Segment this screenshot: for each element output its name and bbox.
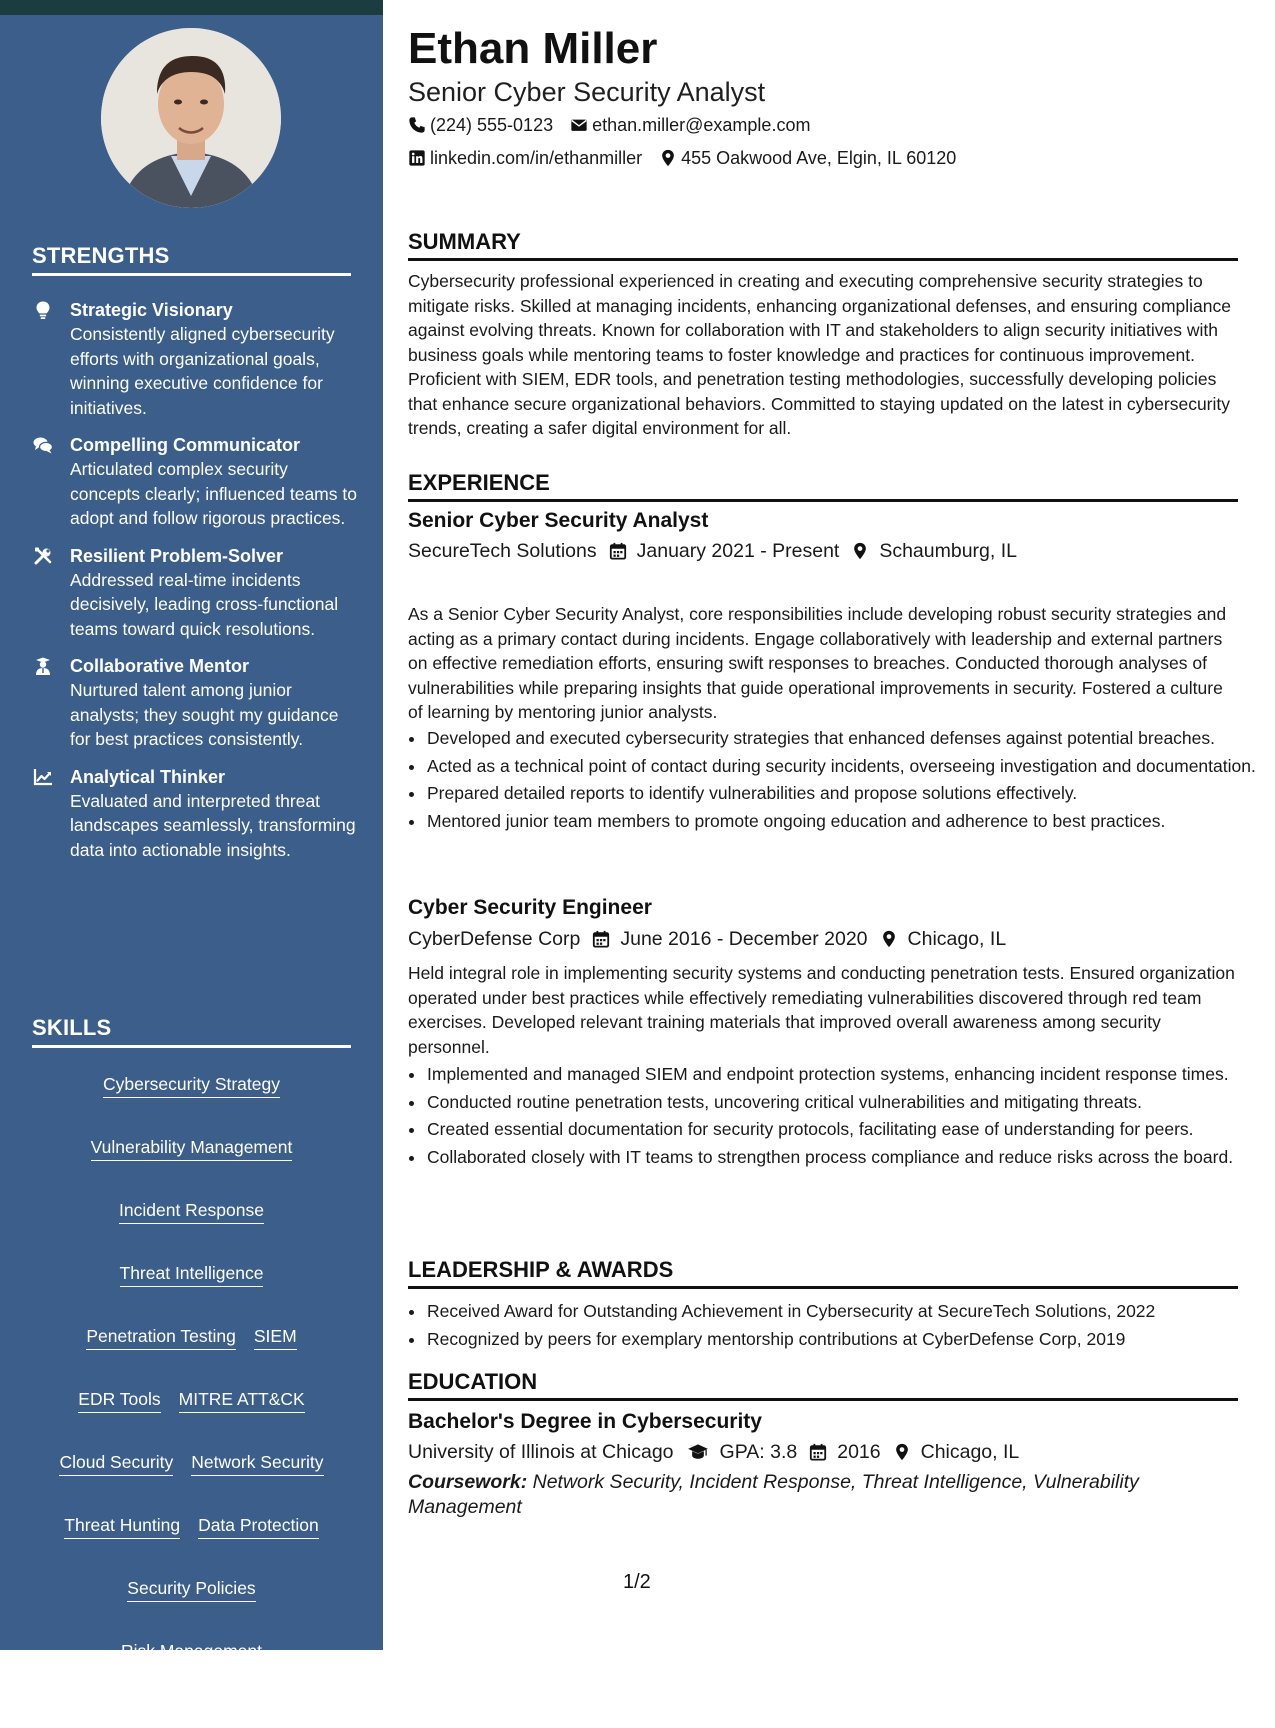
job-location: Chicago, IL [907,928,1007,950]
job-dates: June 2016 - December 2020 [620,928,868,950]
job-company: CyberDefense Corp [408,928,581,950]
skill-tag: Threat Hunting [64,1514,180,1539]
bullet-item: • Collaborated closely with IT teams to strengthen process compliance and reduce risks across the board. [426,1145,1256,1170]
job-meta [408,538,1017,564]
comments-icon [33,435,53,455]
education-heading: EDUCATION [408,1368,1238,1401]
linkedin-text: linkedin.com/in/ethanmiller [430,148,643,168]
sidebar [0,0,383,1724]
bullet-item: • Acted as a technical point of contact during security incidents, overseeing investigation and documentation. [426,754,1256,779]
skill-tag: Network Security [191,1451,323,1476]
job-company: SecureTech Solutions [408,540,597,562]
education-gpa: GPA: 3.8 [719,1441,798,1463]
strength-title: Collaborative Mentor [70,656,250,676]
map-marker-icon [880,930,898,948]
skills-heading: SKILLS [32,1015,351,1048]
skill-tag: SIEM [254,1325,297,1350]
strength-item [32,298,357,420]
address-text: 455 Oakwood Ave, Elgin, IL 60120 [681,148,957,168]
contact-linkedin[interactable] [408,146,642,170]
skill-tag: Cybersecurity Strategy [103,1073,280,1098]
strength-item [32,654,357,752]
contact-row [408,113,827,137]
contact-address [659,146,956,170]
linkedin-icon [408,149,426,167]
avatar [101,28,281,208]
tools-icon [33,546,53,566]
skill-tag: Threat Intelligence [120,1262,264,1287]
skills-cloud [32,1073,351,1728]
email-text: ethan.miller@example.com [592,115,811,135]
candidate-title: Senior Cyber Security Analyst [408,77,766,107]
bullet-item: • Created essential documentation for security protocols, facilitating ease of understanding for peers. [426,1117,1256,1142]
education-location: Chicago, IL [920,1441,1020,1463]
calendar-icon [609,542,627,560]
bullet-item: • Developed and executed cybersecurity strategies that enhanced defenses against potential breaches. [426,726,1256,751]
calendar-icon [592,930,610,948]
strength-description: Nurtured talent among junior analysts; they sought my guidance for best practices consistently. [70,680,339,749]
job-bullets [408,1062,1256,1172]
graduation-cap-icon [686,1443,710,1461]
summary-heading: SUMMARY [408,228,1238,261]
page-number: 1/2 [623,1571,651,1593]
skill-tag: Vulnerability Management [91,1136,293,1161]
strength-title: Compelling Communicator [70,435,301,455]
skill-tag: Forensic Analysis [123,1703,259,1728]
mentor-icon [33,656,53,676]
leadership-heading: LEADERSHIP & AWARDS [408,1256,1238,1289]
job-title: Cyber Security Engineer [408,896,652,919]
contact-row [408,146,973,170]
map-marker-icon [893,1443,911,1461]
strength-description: Articulated complex security concepts clearly; influenced teams to adopt and follow rigorous practices. [70,459,357,528]
job-title: Senior Cyber Security Analyst [408,509,709,532]
lightbulb-icon [33,300,53,320]
skill-tag: Security Policies [127,1577,255,1602]
degree-title: Bachelor's Degree in Cybersecurity [408,1410,762,1433]
education-meta [408,1439,1019,1465]
phone-icon [408,116,426,134]
coursework-label: Coursework: [408,1471,528,1493]
summary-text: Cybersecurity professional experienced in creating and executing comprehensive security strategies to mitigate risks. Skilled at managing incidents, enhancing organizational defenses, and ensuring compliance against evolving threats. Known for collaboration with IT and stakeholders to align security initiatives with business goals while mentoring teams to foster knowledge and practices for continuous improvement. Proficient with SIEM, EDR tools, and penetration testing methodologies, successfully developing policies that enhance secure organizational behaviors. Committed to staying updated on the latest in cybersecurity trends, creating a safer digital environment for all. [408,271,1231,438]
map-marker-icon [659,149,677,167]
strengths-list [32,298,357,875]
education-year: 2016 [837,1441,881,1463]
strength-item [32,544,357,642]
contact-phone[interactable] [408,113,553,137]
job-location: Schaumburg, IL [879,540,1017,562]
phone-text: (224) 555-0123 [430,115,554,135]
skill-tag: Penetration Testing [86,1325,236,1350]
envelope-icon [570,116,588,134]
strengths-heading: STRENGTHS [32,243,351,276]
leadership-list [408,1299,1256,1354]
contact-email[interactable] [570,113,810,137]
experience-heading: EXPERIENCE [408,469,1238,502]
strength-title: Resilient Problem-Solver [70,545,284,566]
job-description: Held integral role in implementing security systems and conducting penetration tests. Ensured organization operated under best practices while effectively remediating vulnerabilities discovered through red team exercises. Developed relevant training materials that improved overall awareness among security personnel. [408,963,1235,1057]
skill-tag: MITRE ATT&CK [179,1388,305,1413]
coursework-list: Network Security, Incident Response, Threat Intelligence, Vulnerability Management [408,1471,1139,1518]
coursework [408,1470,1238,1520]
school-name: University of Illinois at Chicago [408,1441,674,1463]
skill-tag: Cloud Security [59,1451,173,1476]
award-item: • Recognized by peers for exemplary mentorship contributions at CyberDefense Corp, 2019 [426,1327,1256,1352]
bullet-item: • Mentored junior team members to promote ongoing education and adherence to best practices. [426,809,1256,834]
award-item: • Received Award for Outstanding Achievement in Cybersecurity at SecureTech Solutions, 2022 [426,1299,1256,1324]
calendar-icon [809,1443,827,1461]
job-bullets [408,726,1256,836]
job-meta [408,926,1006,952]
skill-tag: Incident Response [119,1199,264,1224]
job-description: As a Senior Cyber Security Analyst, core responsibilities include developing robust security strategies and acting as a primary contact during incidents. Engage collaboratively with leadership and external partners on effective remediation efforts, ensuring swift responses to breaches. Conducted thorough analyses of vulnerabilities while preparing insights that guide operational improvements in security. Fostered a culture of learning by mentoring junior analysts. [408,604,1227,722]
strength-title: Analytical Thinker [70,766,226,787]
bullet-item: • Prepared detailed reports to identify vulnerabilities and propose solutions effectively. [426,781,1256,806]
strength-description: Addressed real-time incidents decisively, leading cross-functional teams toward quick resolutions. [70,569,339,639]
bullet-item: • Conducted routine penetration tests, uncovering critical vulnerabilities and mitigating threats. [426,1090,1256,1115]
strength-description: Evaluated and interpreted threat landscapes seamlessly, transforming data into actionable insights. [70,790,356,860]
candidate-name: Ethan Miller [408,24,658,73]
job-dates: January 2021 - Present [636,540,840,562]
strength-title: Strategic Visionary [70,300,233,320]
map-marker-icon [851,542,869,560]
profile-photo [101,28,281,208]
skill-tag: Risk Management [121,1640,262,1665]
skill-tag: EDR Tools [78,1388,160,1413]
strength-item [32,433,357,531]
chart-line-icon [33,767,53,787]
skill-tag: Data Protection [198,1514,319,1539]
strength-description: Consistently aligned cybersecurity efforts with organizational goals, winning executive confidence for initiatives. [70,324,335,418]
strength-item [32,765,357,863]
bullet-item: • Implemented and managed SIEM and endpoint protection systems, enhancing incident response times. [426,1062,1256,1087]
